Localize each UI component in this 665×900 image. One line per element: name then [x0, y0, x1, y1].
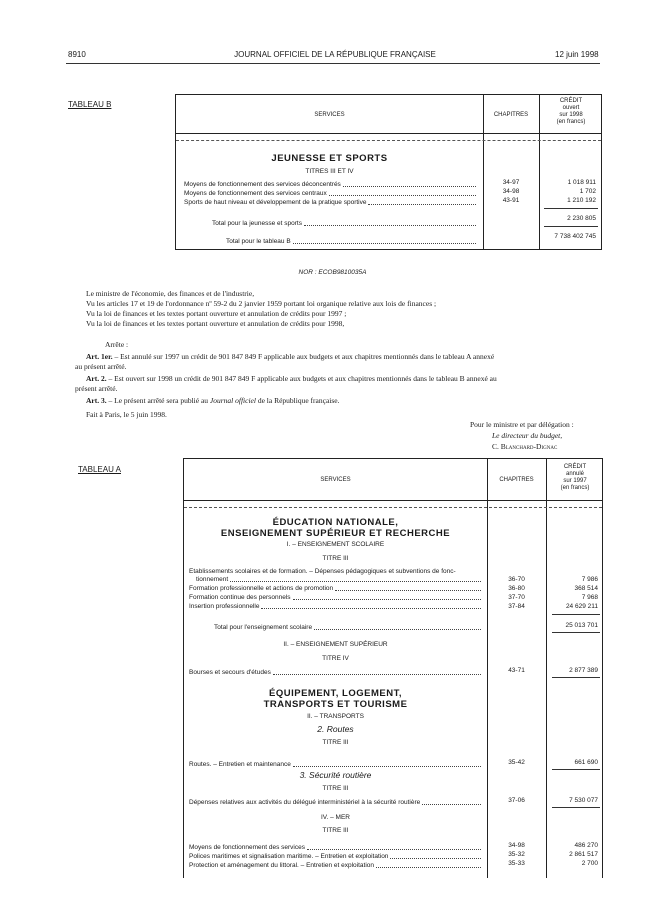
article-2: Art. 2. – Est ouvert sur 1998 un crédit de 901 847 849 F applicable aux budgets et aux chapitres mentionnés dans le tableau B annexé au — [86, 374, 497, 383]
ta-secu-row-chap: 37-06 — [508, 797, 525, 804]
tb-row-chap: 34-97 — [502, 179, 520, 186]
ta-edu-row-amount: 24 629 211 — [565, 603, 598, 610]
ta-edu-row: Formation continue des personnels — [189, 594, 483, 602]
ta-edu-row-amount: 7 968 — [581, 594, 598, 601]
tb-total-section: Total pour la jeunesse et sports — [212, 220, 478, 228]
ta-routes-row-chap: 35-42 — [508, 759, 525, 766]
decree-vu-3: Vu la loi de finances et les textes portant ouverture et annulation de crédits pour 1998, — [86, 319, 345, 328]
ta-sup-row-chap: 43-71 — [508, 667, 525, 674]
tb-row-chap: 34-98 — [502, 188, 520, 195]
article-2-cont: présent arrêté. — [75, 384, 118, 393]
tableau-a — [183, 458, 603, 878]
tb-col-chapitres: CHAPITRES — [493, 112, 529, 118]
tb-col-credit: CRÉDIT ouvert sur 1998 (en francs) — [556, 98, 586, 125]
ta-routes-titre: TITRE III — [322, 739, 349, 746]
ta-mer-titre: TITRE III — [322, 827, 349, 834]
ta-sup-row: Bourses et secours d'études — [189, 669, 483, 677]
tb-row: Moyens de fonctionnement des services déconcentrés — [184, 181, 478, 189]
ta-secu-titre: TITRE III — [322, 785, 349, 792]
ta-mer-row: Moyens de fonctionnement des services — [189, 844, 483, 852]
ta-edu-row: Etablissements scolaires et de formation. – Dépenses pédagogiques et subventions de fonc- — [189, 568, 456, 575]
decree-intro: Le ministre de l'économie, des finances et de l'industrie, — [86, 289, 255, 298]
ta-edu-row-cont: tionnement — [196, 576, 483, 584]
ta-edu-row-amount: 7 986 — [581, 576, 598, 583]
ta-mer-row-amount: 486 270 — [574, 842, 598, 849]
decree-arrete: Arrête : — [105, 340, 129, 349]
ta-col-credit: CRÉDIT annulé sur 1997 (en francs) — [560, 464, 590, 491]
ta-edu-sub2: II. – ENSEIGNEMENT SUPÉRIEUR — [283, 641, 388, 648]
ta-col-services: SERVICES — [320, 477, 351, 483]
ta-edu-total: Total pour l'enseignement scolaire — [214, 624, 483, 632]
tb-row-amount: 1 018 911 — [567, 179, 596, 186]
journal-title: JOURNAL OFFICIEL DE LA RÉPUBLIQUE FRANÇAISE — [234, 50, 436, 59]
tb-row: Moyens de fonctionnement des services centraux — [184, 190, 478, 198]
ta-mer-row-chap: 35-33 — [508, 860, 525, 867]
tb-total-table-amount: 7 738 402 745 — [554, 233, 596, 240]
ta-sup-row-amount: 2 877 389 — [569, 667, 598, 674]
ta-edu-row: Insertion professionnelle — [189, 603, 483, 611]
page-number: 8910 — [68, 50, 86, 59]
ta-edu-row-chap: 37-70 — [508, 594, 525, 601]
ta-mer-row: Protection et aménagement du littoral. – Entretien et exploitation — [189, 862, 483, 870]
tb-total-table: Total pour le tableau B — [226, 238, 478, 246]
tableau-b — [175, 94, 602, 250]
tb-total-section-amount: 2 230 805 — [567, 215, 596, 222]
article-1-cont: au présent arrêté. — [75, 362, 127, 371]
ta-edu-title: ÉDUCATION NATIONALE, ENSEIGNEMENT SUPÉRIEUR ET RECHERCHE — [220, 517, 451, 539]
tb-col-services: SERVICES — [314, 112, 345, 118]
ta-edu-sub1: I. – ENSEIGNEMENT SCOLAIRE — [286, 541, 385, 548]
article-1: Art. 1er. – Est annulé sur 1997 un crédit de 901 847 849 F applicable aux budgets et aux chapitres mentionnés dans le tableau A annexé — [86, 352, 495, 361]
ta-routes-row: Routes. – Entretien et maintenance — [189, 761, 483, 769]
tb-section-title: JEUNESSE ET SPORTS — [271, 153, 388, 164]
ta-mer-row-amount: 2 700 — [581, 860, 598, 867]
ta-edu-total-amount: 25 013 701 — [565, 622, 598, 629]
tb-row-amount: 1 210 192 — [567, 197, 596, 204]
ta-edu-titre2: TITRE IV — [322, 655, 349, 662]
nor-reference: NOR : ECOB9810035A — [298, 269, 367, 276]
page-date: 12 juin 1998 — [555, 50, 599, 59]
ta-equip-sub: II. – TRANSPORTS — [307, 713, 364, 720]
ta-edu-row-chap: 36-70 — [508, 576, 525, 583]
ta-edu-row-chap: 37-84 — [508, 603, 525, 610]
ta-col-chapitres: CHAPITRES — [499, 477, 534, 483]
decree-vu-1: Vu les articles 17 et 19 de l'ordonnance nº 59-2 du 2 janvier 1959 portant loi organique relative aux lois de finances ; — [86, 299, 437, 308]
ta-secu-heading: 3. Sécurité routière — [299, 770, 372, 780]
tb-row-chap: 43-91 — [502, 197, 520, 204]
ta-edu-titre1: TITRE III — [322, 555, 349, 562]
header-rule — [66, 63, 600, 64]
ta-secu-row: Dépenses relatives aux activités du délégué interministériel à la sécurité routière — [189, 799, 483, 807]
signature-line-1: Pour le ministre et par délégation : — [470, 420, 574, 429]
ta-mer-row-chap: 34-98 — [508, 842, 525, 849]
ta-equip-title: ÉQUIPEMENT, LOGEMENT, TRANSPORTS ET TOURISME — [263, 688, 408, 710]
signature-name: C. Blanchard-Dignac — [492, 442, 558, 451]
ta-edu-row-chap: 36-80 — [508, 585, 525, 592]
ta-edu-row-amount: 368 514 — [574, 585, 598, 592]
signature-line-2: Le directeur du budget, — [492, 431, 563, 440]
article-3: Art. 3. – Le présent arrêté sera publié au Journal officiel de la République française. — [86, 396, 340, 405]
ta-edu-row: Formation professionnelle et actions de promotion — [189, 585, 483, 593]
tableau-a-label: TABLEAU A — [78, 465, 121, 474]
ta-secu-row-amount: 7 530 077 — [569, 797, 598, 804]
ta-mer-row-amount: 2 861 517 — [569, 851, 598, 858]
decree-vu-2: Vu la loi de finances et les textes portant ouverture et annulation de crédits pour 1997 ; — [86, 309, 347, 318]
ta-routes-heading: 2. Routes — [317, 724, 354, 734]
tb-row-amount: 1 702 — [579, 188, 596, 195]
tb-row: Sports de haut niveau et développement de la pratique sportive — [184, 199, 478, 207]
ta-routes-row-amount: 661 690 — [574, 759, 598, 766]
tb-titres: TITRES III ET IV — [305, 168, 354, 175]
fait-a-paris: Fait à Paris, le 5 juin 1998. — [86, 410, 167, 419]
ta-mer-row: Polices maritimes et signalisation maritime. – Entretien et exploitation — [189, 853, 483, 861]
ta-mer-heading: IV. – MER — [320, 814, 351, 821]
ta-mer-row-chap: 35-32 — [508, 851, 525, 858]
tableau-b-label: TABLEAU B — [68, 100, 112, 109]
